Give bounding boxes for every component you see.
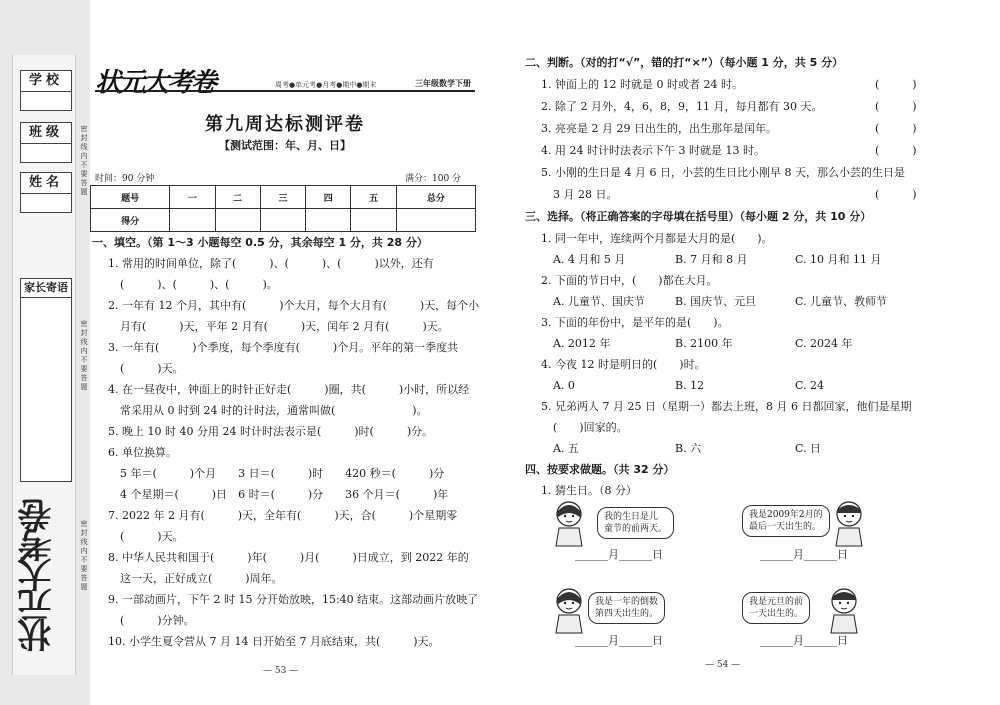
answer-paren[interactable]: ( ) <box>875 144 917 157</box>
answer-paren[interactable]: ( ) <box>875 100 917 113</box>
question-line: 常采用从 0 时到 24 时的计时法，通常叫做( )。 <box>120 404 428 417</box>
class-label: 班级 <box>21 123 71 144</box>
question-line: 这一天，正好成立( )周年。 <box>120 572 283 585</box>
score-input-cell[interactable] <box>396 209 475 232</box>
score-input-cell[interactable] <box>306 209 351 232</box>
answer-paren[interactable]: ( ) <box>875 188 917 201</box>
question-line: 5. 兄弟两人 7 月 25 日（星期一）都去上班，8 月 6 日都回家，他们是星期 <box>541 400 912 413</box>
score-cell: 五 <box>351 186 396 209</box>
girl-illustration <box>548 585 590 635</box>
name-label: 姓名 <box>21 173 71 194</box>
choice-a[interactable]: A. 0 <box>553 379 575 392</box>
date-answer-blank[interactable]: ______月______日 <box>575 548 663 561</box>
boy-illustration <box>828 498 870 548</box>
question-line: 8. 中华人民共和国于( )年( )月( )日成立，到 2022 年的 <box>108 551 469 564</box>
question-line: 4. 今夜 12 时是明日的( )时。 <box>541 358 706 371</box>
seal-line-text-1: 密封线内不要答题 <box>80 125 88 197</box>
full-score: 满分：100 分 <box>405 174 462 184</box>
parent-message-box <box>20 278 72 482</box>
question-line: 10. 小学生夏令营从 7 月 14 日开始至 7 月底结束，共( )天。 <box>108 635 440 648</box>
speech-bubble <box>597 507 674 539</box>
question-line: 3. 一年有( )个季度，每个季度有( )个月。平年的第一季度共 <box>108 341 459 354</box>
name-box <box>20 172 72 213</box>
header-grade: 三年级数学下册 <box>415 79 471 88</box>
header-rule <box>95 90 475 92</box>
name-field[interactable] <box>21 194 71 212</box>
question-line: 6. 单位换算。 <box>108 446 177 459</box>
question-line: 5 年＝( )个月 3 日＝( )时 420 秒＝( )分 <box>120 467 445 480</box>
score-input-cell[interactable] <box>351 209 396 232</box>
question-line: 5. 晚上 10 时 40 分用 24 时计时法表示是( )时( )分。 <box>108 425 434 438</box>
section-heading-tasks: 四、按要求做题。（共 32 分） <box>525 463 675 476</box>
class-field[interactable] <box>21 144 71 162</box>
question-line: 7. 2022 年 2 月有( )天，全年有( )天，合( )个星期零 <box>108 509 458 522</box>
question-line: 1. 同一年中，连续两个月都是大月的是( )。 <box>541 232 773 245</box>
question-line: 4. 用 24 时计时法表示下午 3 时就是 13 时。 <box>541 144 765 157</box>
question-line: 1. 常用的时间单位，除了( )、( )、( )以外，还有 <box>108 257 434 270</box>
score-input-cell[interactable] <box>170 209 215 232</box>
section-heading-judge: 二、判断。（对的打“√”，错的打“×”）（每小题 1 分，共 5 分） <box>525 56 844 69</box>
choice-a[interactable]: A. 4 月和 5 月 <box>553 253 626 266</box>
bubble-text: 我是元旦的前 一天出生的。 <box>749 597 804 619</box>
bubble-text: 我是2009年2月的 最后一天出生的。 <box>749 510 823 532</box>
question-line: ( )天。 <box>120 362 184 375</box>
score-cell: 二 <box>215 186 260 209</box>
strip-logo: 状元大考卷 <box>18 502 58 652</box>
question-line: 3. 下面的年份中，是平年的是( )。 <box>541 316 729 329</box>
question-line: 4 个星期＝( )日 6 时＝( )分 36 个月＝( )年 <box>120 488 449 501</box>
question-line: 9. 一部动画片，下午 2 时 15 分开始放映，15:40 结束。这部动画片放映了 <box>108 593 479 606</box>
score-cell: 四 <box>306 186 351 209</box>
test-scope: 【测试范围：年、月、日】 <box>219 139 351 152</box>
choice-b[interactable]: B. 2100 年 <box>675 337 733 350</box>
question-line: 5. 小刚的生日是 4 月 6 日，小芸的生日比小刚早 8 天，那么小芸的生日是 <box>541 166 905 179</box>
choice-c[interactable]: C. 日 <box>795 442 822 455</box>
question-line: ( )、( )、( )。 <box>120 278 278 291</box>
question-line: 1. 猜生日。（8 分） <box>541 484 637 497</box>
choice-a[interactable]: A. 儿童节、国庆节 <box>553 295 645 308</box>
page-number-right: — 54 — <box>705 660 741 670</box>
question-line: 1. 钟面上的 12 时就是 0 时或者 24 时。 <box>541 78 743 91</box>
binding-strip <box>0 0 90 705</box>
section-heading-choice: 三、选择。（将正确答案的字母填在括号里）（每小题 2 分，共 10 分） <box>525 210 872 223</box>
choice-c[interactable]: C. 2024 年 <box>795 337 853 350</box>
answer-paren[interactable]: ( ) <box>875 78 917 91</box>
score-input-cell[interactable] <box>215 209 260 232</box>
question-line: ( )回家的。 <box>553 421 628 434</box>
parent-message-field[interactable] <box>21 298 71 478</box>
question-line: 3 月 28 日。 <box>553 188 618 201</box>
score-table-header-row <box>91 186 476 209</box>
question-line: 2. 除了 2 月外，4，6，8，9，11 月，每月都有 30 天。 <box>541 100 823 113</box>
girl-illustration <box>548 498 590 548</box>
score-input-cell[interactable] <box>260 209 305 232</box>
question-line: 3. 亮亮是 2 月 29 日出生的，出生那年是闰年。 <box>541 122 777 135</box>
question-line: 月有( )天，平年 2 月有( )天，闰年 2 月有( )天。 <box>120 320 449 333</box>
score-cell: 三 <box>260 186 305 209</box>
school-box <box>20 70 72 111</box>
choice-c[interactable]: C. 儿童节、教师节 <box>795 295 888 308</box>
choice-b[interactable]: B. 六 <box>675 442 702 455</box>
seal-line-text-2: 密封线内不要答题 <box>80 320 88 392</box>
score-cell: 题号 <box>91 186 170 209</box>
date-answer-blank[interactable]: ______月______日 <box>575 634 663 647</box>
score-table-score-row <box>91 209 476 232</box>
question-line: ( )天。 <box>120 530 184 543</box>
section-heading-fill: 一、填空。（第 1～3 小题每空 0.5 分，其余每空 1 分，共 28 分） <box>92 236 428 249</box>
score-cell: 一 <box>170 186 215 209</box>
bubble-text: 我是一年的倒数 第四天出生的。 <box>595 597 659 619</box>
score-cell: 得分 <box>91 209 170 232</box>
question-line: 4. 在一昼夜中，钟面上的时针正好走( )圈，共( )小时，所以经 <box>108 383 470 396</box>
page-title: 第九周达标测评卷 <box>205 114 365 135</box>
header-subtitle: 周考●单元考●月考●期中●期末 <box>275 81 377 89</box>
school-label: 学校 <box>21 71 71 92</box>
brand-logo: 状元大考卷 <box>95 68 216 98</box>
score-table <box>90 185 476 232</box>
choice-b[interactable]: B. 国庆节、元旦 <box>675 295 757 308</box>
time-limit: 时间：90 分钟 <box>95 174 155 184</box>
choice-a[interactable]: A. 五 <box>553 442 579 455</box>
class-box <box>20 122 72 163</box>
seal-line-text-3: 密封线内不要答题 <box>80 520 88 592</box>
choice-c[interactable]: C. 10 月和 11 月 <box>795 253 882 266</box>
question-line: ( )分钟。 <box>120 614 195 627</box>
question-line: 2. 一年有 12 个月，其中有( )个大月，每个大月有( )天，每个小 <box>108 299 480 312</box>
bubble-text: 我的生日是儿 童节的前两天。 <box>604 512 668 534</box>
answer-paren[interactable]: ( ) <box>875 122 917 135</box>
school-field[interactable] <box>21 92 71 110</box>
page-number-left: — 53 — <box>263 666 299 676</box>
choice-a[interactable]: A. 2012 年 <box>553 337 611 350</box>
speech-bubble <box>588 592 665 624</box>
choice-c[interactable]: C. 24 <box>795 379 825 392</box>
boy-illustration <box>823 585 865 635</box>
parent-message-label: 家长寄语 <box>21 279 71 298</box>
speech-bubble <box>742 505 830 537</box>
question-line: 2. 下面的节日中，( )都在大月。 <box>541 274 718 287</box>
date-answer-blank[interactable]: ______月______日 <box>760 634 848 647</box>
score-cell: 总分 <box>396 186 475 209</box>
date-answer-blank[interactable]: ______月______日 <box>760 548 848 561</box>
speech-bubble <box>742 592 810 624</box>
choice-b[interactable]: B. 7 月和 8 月 <box>675 253 748 266</box>
choice-b[interactable]: B. 12 <box>675 379 705 392</box>
